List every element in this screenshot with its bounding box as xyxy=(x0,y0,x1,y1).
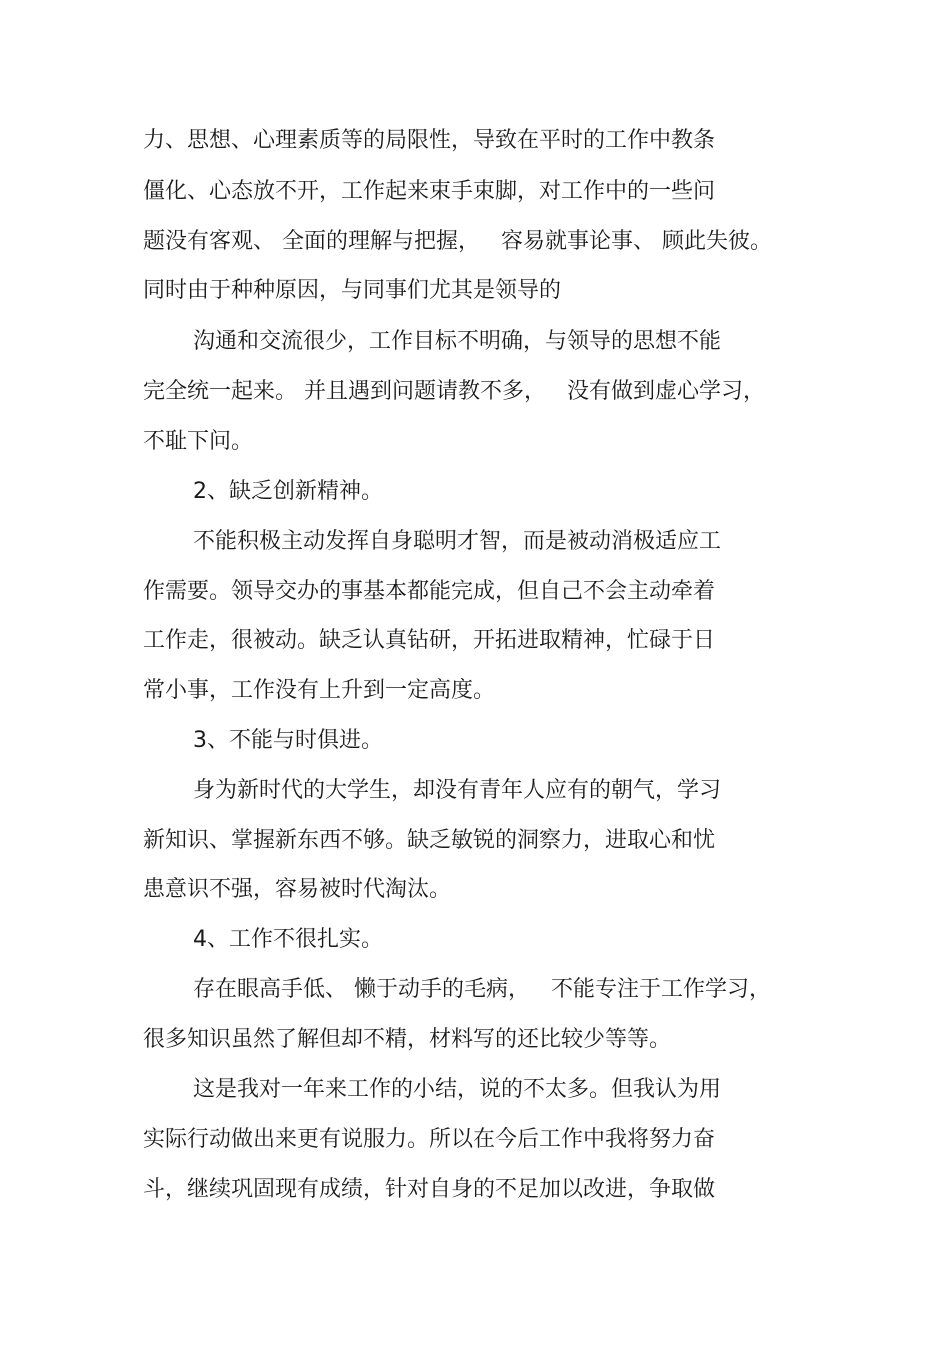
paragraph-start-line: 这是我对一年来工作的小结，说的不太多。但我认为用 xyxy=(193,1077,722,1102)
section-heading: 4、工作不很扎实。 xyxy=(193,927,383,952)
text-line: 不耻下问。 xyxy=(143,429,254,454)
section-heading: 3、不能与时俱进。 xyxy=(193,728,383,753)
paragraph-start-line: 身为新时代的大学生，却没有青年人应有的朝气，学习 xyxy=(193,778,722,803)
text-line: 力、思想、心理素质等的局限性，导致在平时的工作中教条 xyxy=(143,128,716,153)
text-line: 同时由于种种原因，与同事们尤其是领导的 xyxy=(143,278,562,303)
paragraph-start-line: 不能积极主动发挥自身聪明才智，而是被动消极适应工 xyxy=(193,529,722,554)
text-line: 僵化、心态放不开，工作起来束手束脚，对工作中的一些问 xyxy=(143,179,716,204)
text-line: 常小事，工作没有上升到一定高度。 xyxy=(143,678,496,703)
text-line: 实际行动做出来更有说服力。所以在今后工作中我将努力奋 xyxy=(143,1127,716,1152)
text-line: 作需要。领导交办的事基本都能完成，但自己不会主动牵着 xyxy=(143,579,716,604)
text-line: 完全统一起来。 并且遇到问题请教不多， 没有做到虚心学习， xyxy=(143,379,765,404)
paragraph-start-line: 存在眼高手低、 懒于动手的毛病， 不能专注于工作学习， xyxy=(193,977,771,1002)
text-line: 很多知识虽然了解但却不精，材料写的还比较少等等。 xyxy=(143,1027,672,1052)
text-line: 斗，继续巩固现有成绩，针对自身的不足加以改进，争取做 xyxy=(143,1177,716,1202)
text-line: 工作走，很被动。缺乏认真钻研，开拓进取精神，忙碌于日 xyxy=(143,628,716,653)
section-heading: 2、缺乏创新精神。 xyxy=(193,479,383,504)
text-line: 患意识不强，容易被时代淘汰。 xyxy=(143,877,452,902)
paragraph-start-line: 沟通和交流很少，工作目标不明确，与领导的思想不能 xyxy=(193,329,722,354)
text-line: 题没有客观、 全面的理解与把握， 容易就事论事、 顾此失彼。 xyxy=(143,229,772,254)
text-line: 新知识、掌握新东西不够。缺乏敏锐的洞察力，进取心和忧 xyxy=(143,828,716,853)
